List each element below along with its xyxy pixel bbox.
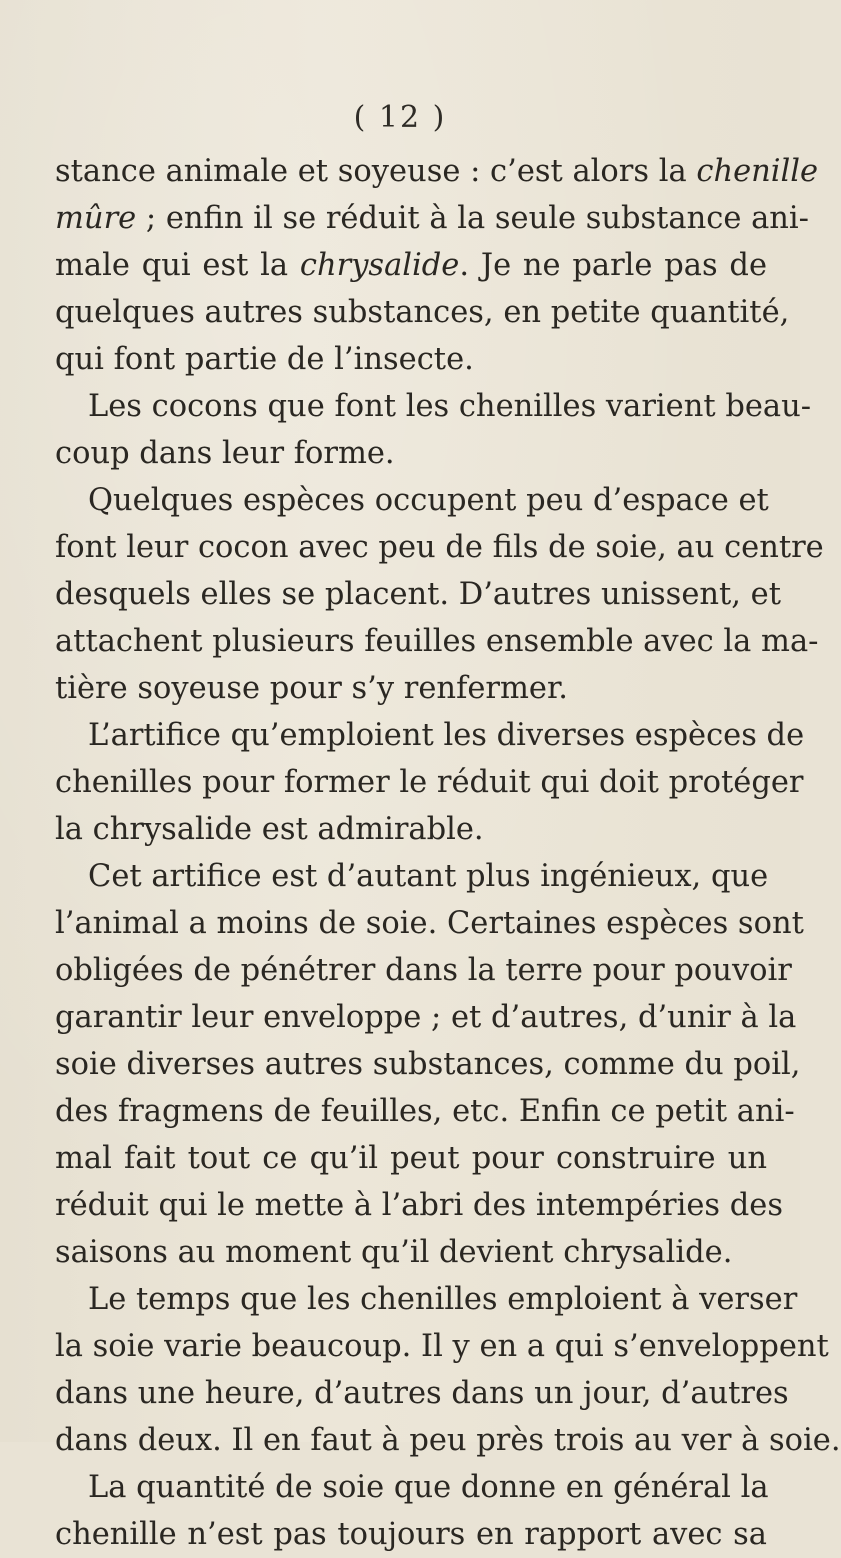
text-line: saisons au moment qu’il devient chrysalide.: [55, 1235, 733, 1270]
text-line: La quantité de soie que donne en général la: [88, 1470, 769, 1505]
text-line: des fragmens de feuilles, etc. Enfin ce petit ani-: [55, 1094, 795, 1129]
text-line: dans une heure, d’autres dans un jour, d’autres: [55, 1376, 789, 1411]
text-line: Les cocons que font les chenilles varient beau-: [88, 389, 812, 424]
page-number: ( 12 ): [353, 100, 447, 135]
text-line: la soie varie beaucoup. Il y en a qui s’enveloppent: [55, 1329, 829, 1364]
text-line: Quelques espèces occupent peu d’espace et: [88, 483, 769, 518]
text-line: chenille n’est pas toujours en rapport avec sa: [55, 1517, 767, 1552]
text-line: qui font partie de l’insecte.: [55, 342, 474, 377]
text-line: la chrysalide est admirable.: [55, 812, 484, 847]
text-line: male qui est la chrysalide. Je ne parle pas de: [55, 248, 767, 283]
text-line: mal fait tout ce qu’il peut pour construire un: [55, 1141, 767, 1176]
text-line: obligées de pénétrer dans la terre pour pouvoir: [55, 953, 792, 988]
text-line: desquels elles se placent. D’autres unissent, et: [55, 577, 781, 612]
text-line: soie diverses autres substances, comme du poil,: [55, 1047, 801, 1082]
text-line: font leur cocon avec peu de fils de soie, au centre: [55, 530, 824, 565]
text-line: Le temps que les chenilles emploient à verser: [88, 1282, 798, 1317]
text-line: L’artifice qu’emploient les diverses espèces de: [88, 718, 805, 753]
text-line: mûre ; enfin il se réduit à la seule substance ani-: [55, 201, 809, 236]
text-line: l’animal a moins de soie. Certaines espèces sont: [55, 906, 804, 941]
text-line: attachent plusieurs feuilles ensemble avec la ma-: [55, 624, 819, 659]
text-line: garantir leur enveloppe ; et d’autres, d’unir à la: [55, 1000, 797, 1035]
text-line: réduit qui le mette à l’abri des intempéries des: [55, 1188, 783, 1223]
body-text: [55, 148, 841, 1558]
text-line: tière soyeuse pour s’y renfermer.: [55, 671, 568, 706]
text-line: dans deux. Il en faut à peu près trois au ver à soie.: [55, 1423, 841, 1458]
text-line: coup dans leur forme.: [55, 436, 395, 471]
text-line: chenilles pour former le réduit qui doit protéger: [55, 765, 804, 800]
text-line: stance animale et soyeuse : c’est alors la chenille: [55, 154, 819, 189]
text-line: quelques autres substances, en petite quantité,: [55, 295, 790, 330]
text-line: Cet artifice est d’autant plus ingénieux, que: [88, 859, 769, 894]
